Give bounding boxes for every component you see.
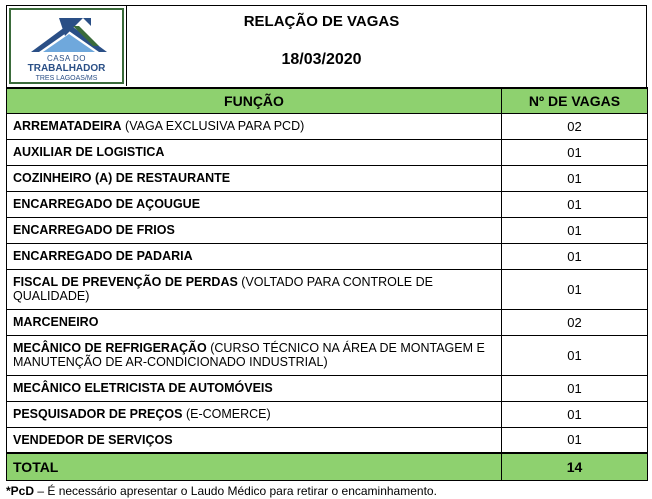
table-row (7, 243, 648, 269)
document-header (6, 5, 647, 87)
vacancy-count-cell: 01 (502, 427, 648, 453)
total-value: 14 (502, 453, 648, 480)
job-function-cell (7, 309, 502, 335)
column-header-function: FUNÇÃO (7, 88, 502, 113)
job-function-cell (7, 375, 502, 401)
job-function-cell (7, 243, 502, 269)
job-title: ENCARREGADO DE AÇOUGUE (13, 197, 201, 211)
job-title: AUXILIAR DE LOGISTICA (13, 145, 165, 159)
job-function-cell (7, 269, 502, 309)
footnote-pcd: *PcD (6, 483, 35, 498)
job-function-cell (7, 191, 502, 217)
page-date: 18/03/2020 (281, 51, 362, 68)
table-row (7, 375, 648, 401)
table-row (7, 139, 648, 165)
job-function-cell (7, 217, 502, 243)
job-function-cell (7, 113, 502, 139)
table-row (7, 335, 648, 375)
job-function-cell (7, 139, 502, 165)
job-function-cell (7, 335, 502, 375)
vacancy-count-cell: 01 (502, 269, 648, 309)
job-note: (CURSO TÉCNICO NA ÁREA DE MONTAGEM E MANUTENÇÃO DE AR-CONDICIONADO INDUSTRIAL) (13, 341, 485, 369)
vacancy-count-cell: 02 (502, 309, 648, 335)
total-row (7, 453, 648, 480)
table-row (7, 309, 648, 335)
footnote (6, 484, 647, 498)
table-row (7, 191, 648, 217)
column-header-vacancies: Nº DE VAGAS (502, 88, 648, 113)
vacancy-count-cell: 01 (502, 217, 648, 243)
job-title: MARCENEIRO (13, 315, 99, 329)
logo-text-city: TRES LAGOAS/MS (35, 75, 98, 82)
title-area (127, 6, 646, 87)
logo-text-trabalhador: TRABALHADOR (27, 63, 106, 74)
vacancy-count-cell: 02 (502, 113, 648, 139)
job-title: COZINHEIRO (A) DE RESTAURANTE (13, 171, 231, 185)
job-note: (VOLTADO PARA CONTROLE DE QUALIDADE) (13, 275, 433, 303)
page-title: RELAÇÃO DE VAGAS (243, 13, 400, 30)
document-page (6, 5, 647, 498)
table-row (7, 113, 648, 139)
job-function-cell (7, 165, 502, 191)
job-title: ENCARREGADO DE PADARIA (13, 249, 193, 263)
job-function-cell (7, 427, 502, 453)
job-title: ARREMATADEIRA (13, 119, 122, 133)
table-body (7, 113, 648, 453)
job-title: MECÂNICO ELETRICISTA DE AUTOMÓVEIS (13, 381, 273, 395)
job-title: VENDEDOR DE SERVIÇOS (13, 432, 173, 447)
vacancy-count-cell: 01 (502, 139, 648, 165)
vacancy-count-cell: 01 (502, 191, 648, 217)
table-row (7, 427, 648, 453)
vacancy-count-cell: 01 (502, 335, 648, 375)
table-header-row (7, 88, 648, 113)
job-title: ENCARREGADO DE FRIOS (13, 223, 175, 237)
vacancy-count-cell: 01 (502, 401, 648, 427)
table-row (7, 401, 648, 427)
job-title: MECÂNICO DE REFRIGERAÇÃO (13, 341, 207, 355)
vacancy-count-cell: 01 (502, 375, 648, 401)
vacancy-count-cell: 01 (502, 243, 648, 269)
job-note: (E-COMERCE) (182, 407, 271, 421)
logo-text-casa-do: CASA DO (46, 54, 87, 63)
job-title: PESQUISADOR DE PREÇOS (13, 407, 183, 421)
total-label: TOTAL (7, 453, 502, 480)
footnote-text: – É necessário apresentar o Laudo Médico para retirar o encaminhamento. (34, 483, 437, 498)
job-note: (VAGA EXCLUSIVA PARA PCD) (121, 119, 305, 133)
table-row (7, 165, 648, 191)
job-title: FISCAL DE PREVENÇÃO DE PERDAS (13, 275, 238, 289)
table-row (7, 269, 648, 309)
vacancy-count-cell: 01 (502, 165, 648, 191)
vacancies-table (6, 87, 648, 481)
table-row (7, 217, 648, 243)
job-function-cell (7, 401, 502, 427)
